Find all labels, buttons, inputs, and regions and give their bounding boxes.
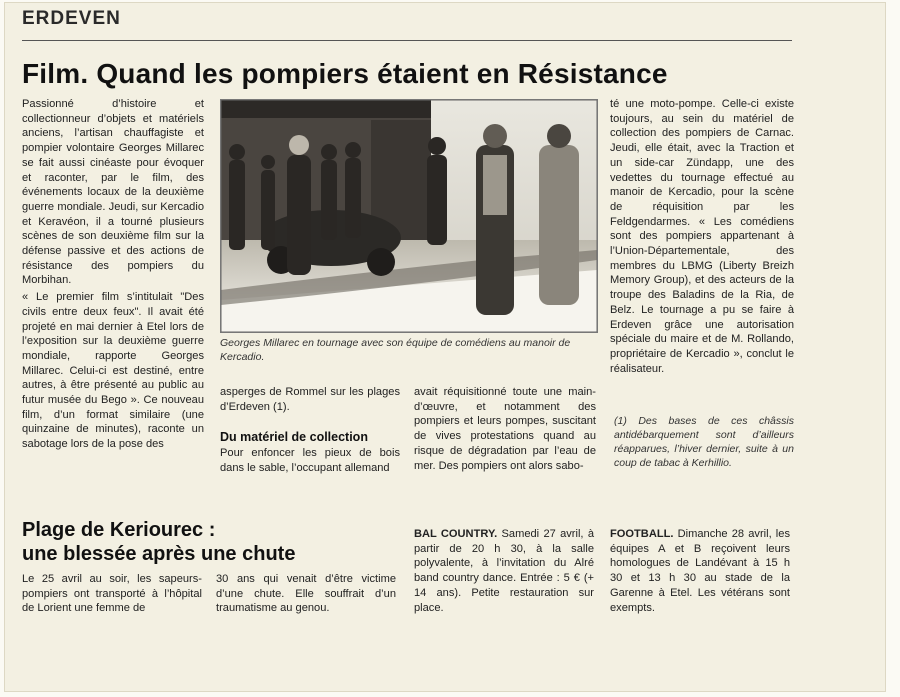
photo-illustration	[221, 100, 597, 332]
article-paragraph: Passionné d’histoire et collectionneur d’objets et matériels anciens, l’artisan chauffagiste et pompier volontaire Georges Millarec se fait aussi cinéaste pour évoquer et raconter, par le film, des événements locaux de la deuxième guerre mondiale. Jeudi, sur Kercadio et Keravéon, il a tourné plusieurs scènes de son deuxième film sur la défense passive et des actions de résistance des pompiers du Morbihan.	[22, 98, 204, 287]
brief-paragraph: 30 ans qui venait d’être victime d’une chute. Elle souffrait d’un traumatisme au genou.	[216, 573, 396, 615]
section-label: ERDEVEN	[22, 8, 121, 29]
section-rule	[22, 40, 792, 41]
brief-paragraph: Le 25 avril au soir, les sapeurs-pompiers ont transporté à l’hôpital de Lorient une femme de	[22, 573, 202, 615]
article-footnote: (1) Des bases de ces châssis antidébarquement sont d’ailleurs réapparues, l’hiver dernier, suite à un coup de tabac à Kerhillio.	[614, 415, 794, 469]
brief-text: Dimanche 28 avril, les équipes A et B reçoivent leurs homologues de Landévant à 15 h 30 et 13 h 30 au stade de la Garenne à Etel. Les vétérans sont exempts.	[610, 528, 790, 614]
article-subhead: Du matériel de collection	[220, 430, 368, 444]
brief-paragraph	[610, 527, 790, 615]
brief-lead: BAL COUNTRY.	[414, 528, 498, 540]
article-paragraph: « Le premier film s’intitulait "Des civils entre deux feux". Il avait été projeté en mai dernier à Etel lors de l’exposition sur la deuxième guerre mondiale, rapporte Georges Millarec. Celui-ci est destiné, entre autres, à être présenté au public au futur musée du Bego ». Ce nouveau film, d’un format similaire (une quinzaine de minutes), raconte un sabotage lors de la pose des	[22, 291, 204, 451]
brief-bal-country	[414, 527, 594, 615]
brief-football	[610, 527, 790, 615]
article-column-2	[220, 385, 400, 414]
brief-lead: FOOTBALL.	[610, 528, 674, 540]
article-column-1	[22, 97, 204, 452]
brief-column-2	[216, 572, 396, 616]
article-column-3	[414, 385, 596, 473]
film-shoot-photo	[220, 99, 598, 333]
brief-paragraph	[414, 527, 594, 615]
photo-caption: Georges Millarec en tournage avec son équipe de comédiens au manoir de Kercadio.	[220, 337, 571, 363]
article-column-4	[610, 97, 794, 376]
brief-text: Samedi 27 avril, à partir de 20 h 30, à la salle polyvalente, à l’invitation du Alré band country dance. Entrée : 5 € (+ 14 ans). Petite restauration sur place.	[414, 528, 594, 614]
article-paragraph: asperges de Rommel sur les plages d’Erdeven (1).	[220, 386, 400, 413]
article-column-2b	[220, 446, 400, 475]
brief-headline-line-2: une blessée après une chute	[22, 543, 296, 565]
main-headline: Film. Quand les pompiers étaient en Résistance	[22, 58, 668, 89]
article-paragraph: avait réquisitionné toute une main-d’œuvre, et notamment des pompiers et leurs pompes, suscitant de vives protestations quand au risque de dégradation par l’eau de mer. Des pompiers ont alors sabo-	[414, 386, 596, 472]
brief-headline	[22, 518, 295, 566]
brief-column-1	[22, 572, 202, 616]
brief-headline-line-1: Plage de Keriourec :	[22, 519, 216, 541]
newspaper-clipping	[4, 2, 886, 692]
article-paragraph: té une moto-pompe. Celle-ci existe toujours, au sein du matériel de collection des pompiers de Carnac. Jeudi, elle était, avec la Traction et un side-car Zündapp, une des vedettes du tournage effectué au manoir de Kercadio, pour la scène de réquisition par les Feldgendarmes. « Les comédiens sont des pompiers appartenant à l’Union-Départementale, des membres du LBMG (Liberty Breizh Memory Group), et des acteurs de la troupe des Baladins de la Ria, de Belz. Le tournage a pu se faire à Erdeven grâce une autorisation spéciale du maire et de M. Rollando, propriétaire de Kercadio », conclut le réalisateur.	[610, 98, 794, 375]
article-paragraph: Pour enfoncer les pieux de bois dans le sable, l’occupant allemand	[220, 447, 400, 474]
